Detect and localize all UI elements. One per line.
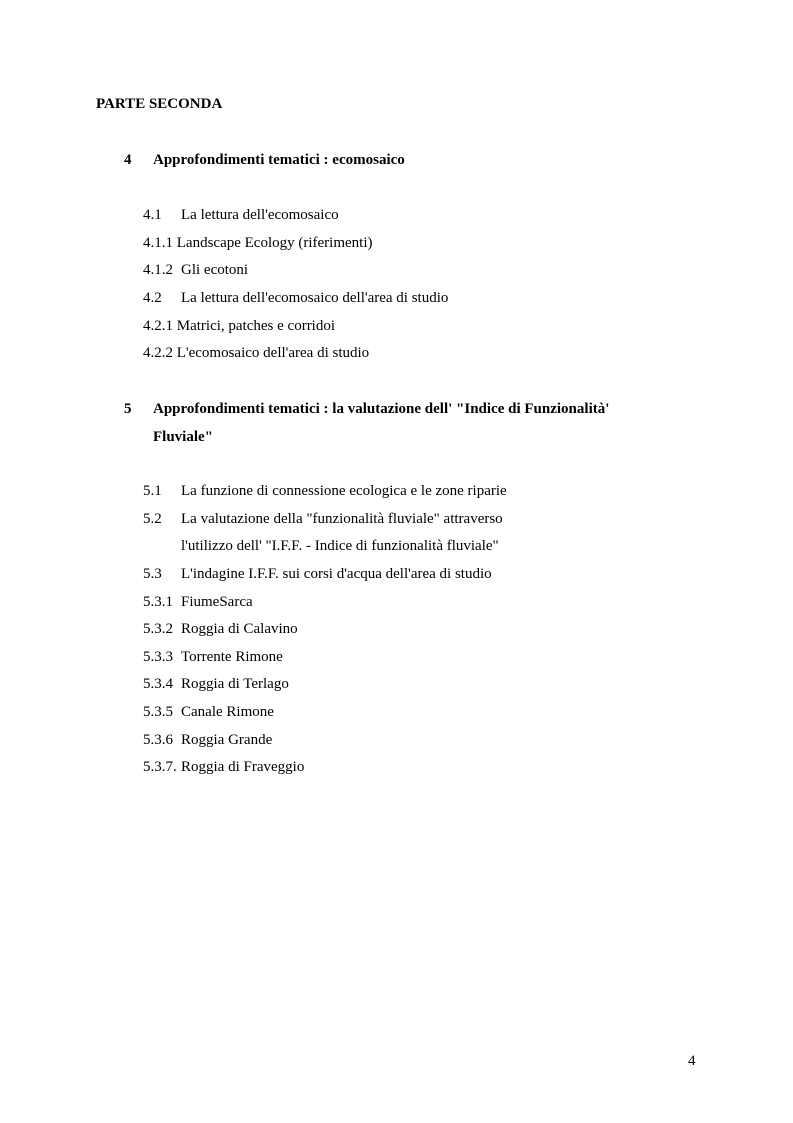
toc-entry-text: Roggia di Fraveggio (181, 759, 305, 775)
toc-entry-number: 5.1 (143, 483, 162, 499)
toc-entry-text: Torrente Rimone (181, 649, 283, 665)
toc-entry-text: La lettura dell'ecomosaico (181, 207, 339, 223)
toc-entry-number: 4.1.2 (143, 262, 173, 278)
toc-entry-number: 5.3.2 (143, 621, 173, 637)
chapter-number: 5 (124, 401, 132, 417)
chapter-title-continued: Fluviale" (153, 429, 213, 445)
toc-entry-text: L'indagine I.F.F. sui corsi d'acqua dell'area di studio (181, 566, 492, 582)
toc-entry-number: 5.3 (143, 566, 162, 582)
toc-entry-number: 5.3.4 (143, 676, 173, 692)
toc-entry-text-continued: l'utilizzo dell' "I.F.F. - Indice di funzionalità fluviale" (181, 538, 499, 554)
toc-entry-text: La lettura dell'ecomosaico dell'area di studio (181, 290, 449, 306)
toc-entry-number: 5.3.5 (143, 704, 173, 720)
toc-entry-number: 4.2 (143, 290, 162, 306)
toc-entry-text: 4.2.1 Matrici, patches e corridoi (143, 318, 336, 334)
toc-entry-number: 5.3.6 (143, 732, 173, 748)
toc-entry-text: Roggia Grande (181, 732, 273, 748)
toc-entry-text: La valutazione della "funzionalità fluviale" attraverso (181, 511, 503, 527)
toc-entry-text: Roggia di Calavino (181, 621, 298, 637)
chapter-title: Approfondimenti tematici : la valutazione dell' "Indice di Funzionalità' (153, 401, 610, 417)
toc-entry-number: 5.3.3 (143, 649, 173, 665)
chapter-title: Approfondimenti tematici : ecomosaico (153, 152, 405, 168)
toc-entry-text: Gli ecotoni (181, 262, 249, 278)
toc-entry-text: Canale Rimone (181, 704, 274, 720)
toc-entry-number: 5.3.7. (143, 759, 177, 775)
toc-entry-number: 5.2 (143, 511, 162, 527)
toc-entry-text: Roggia di Terlago (181, 676, 289, 692)
chapter-number: 4 (124, 152, 132, 168)
toc-entry-number: 4.1 (143, 207, 162, 223)
toc-entry-text: 4.1.1 Landscape Ecology (riferimenti) (143, 235, 373, 251)
toc-entry-text: FiumeSarca (181, 594, 253, 610)
page-number: 4 (688, 1053, 696, 1069)
part-title: PARTE SECONDA (96, 96, 223, 112)
toc-entry-number: 5.3.1 (143, 594, 173, 610)
toc-entry-text: La funzione di connessione ecologica e le zone riparie (181, 483, 507, 499)
toc-entry-text: 4.2.2 L'ecomosaico dell'area di studio (143, 345, 370, 361)
